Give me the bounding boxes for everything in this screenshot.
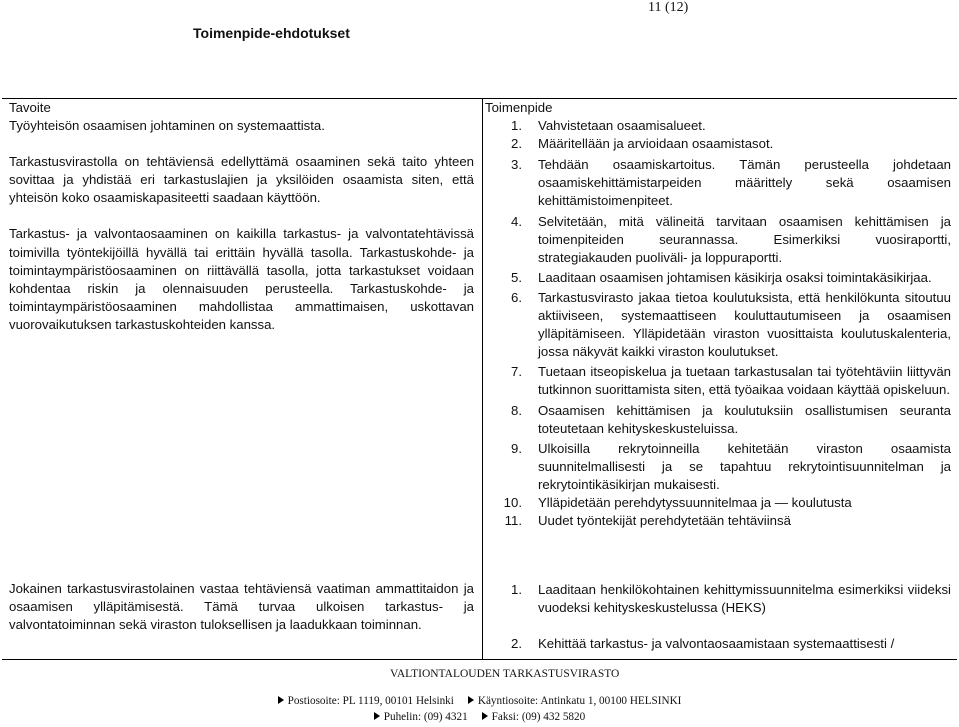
bullet-icon	[278, 696, 284, 704]
action-list	[485, 581, 951, 653]
bullet-icon	[468, 696, 474, 704]
action-item	[485, 135, 951, 153]
action-column	[485, 99, 951, 652]
item-text: Vahvistetaan osaamisalueet.	[538, 118, 706, 134]
action-item	[485, 117, 951, 135]
bullet-icon	[374, 712, 380, 720]
item-text: Tarkastusvirasto jakaa tietoa koulutuksista, että henkilökunta sitoutuu aktiiviseen, systemaattiseen kouluttautumiseen ja osaamisen ylläpitämiseen. Ylläpidetään viraston vuosittaista koulutuskalenteria, jossa näkyvät kaikki viraston koulutukset.	[538, 289, 951, 360]
goal-paragraph: Jokainen tarkastusvirastolainen vastaa tehtäviensä vaatiman ammattitaidon ja osaamisen ylläpitämisestä. Tämä turvaa ulkoisen tarkastus- ja valvontatoiminnan sekä viraston tuloksellisen ja laadukkaan toiminnan.	[9, 581, 474, 633]
item-text: Tehdään osaamiskartoitus. Tämän perusteella johdetaan osaamiskehittämistarpeiden määrittely sekä osaamisen kehittämistoimenpiteet.	[538, 157, 951, 209]
item-number: 2.	[511, 636, 522, 652]
action-item	[485, 402, 951, 438]
item-text: Tuetaan itseopiskelua ja tuetaan tarkastusalan tai työtehtäviin liittyvän tutkinnon suorittamista siten, että työaikaa voidaan käyttää opiskeluun.	[538, 364, 951, 398]
column-divider	[482, 99, 483, 659]
action-header: Toimenpide	[485, 100, 553, 115]
item-number: 2.	[511, 136, 522, 152]
action-item	[485, 440, 951, 494]
footer-address	[0, 695, 959, 707]
action-item	[485, 363, 951, 399]
bullet-icon	[482, 712, 488, 720]
item-text: Selvitetään, mitä välineitä tarvitaan osaamisen kehittämisen ja toimenpiteiden seurannassa. Esimerkiksi vuosiraportti, strategiakauden puoliväli- ja loppuraportti.	[538, 213, 951, 265]
action-item	[485, 213, 951, 267]
action-item	[485, 635, 951, 653]
action-item	[485, 494, 951, 512]
item-number: 6.	[511, 289, 522, 305]
goal-paragraph: Tarkastusvirastolla on tehtäviensä edellyttämä osaaminen sekä taito yhteen sovittaa ja yhdistää eri tarkastuslajien ja yksilöiden osaamista siten, että yhteisön koko osaamiskapasiteetti saadaan käyttöön.	[9, 154, 474, 206]
page-number: 11 (12)	[648, 0, 689, 15]
action-table	[2, 98, 957, 660]
item-text: Uudet työntekijät perehdytetään tehtäviinsä	[538, 513, 791, 529]
goal-header: Tavoite	[9, 100, 51, 115]
action-item	[485, 269, 951, 287]
item-number: 3.	[511, 157, 522, 173]
item-text: Ylläpidetään perehdytyssuunnitelmaa ja — koulutusta	[538, 494, 852, 510]
item-number: 7.	[511, 364, 522, 380]
item-number: 8.	[511, 402, 522, 418]
goal-column	[9, 99, 474, 633]
item-number: 1.	[511, 118, 522, 134]
footer-contact	[0, 711, 959, 723]
action-item	[485, 289, 951, 361]
action-item	[485, 156, 951, 210]
item-text: Ulkoisilla rekrytoinneilla kehitetään viraston osaamista suunnitelmallisesti ja se tapahtuu rekrytointisuunnitelman ja rekrytointikäsikirjan mukaisesti.	[538, 440, 951, 492]
visiting-address: Käyntiosoite: Antinkatu 1, 00100 HELSINKI	[477, 695, 682, 707]
action-list	[485, 117, 951, 530]
phone-number: Puhelin: (09) 4321	[383, 711, 468, 723]
item-text: Laaditaan henkilökohtainen kehittymissuunnitelma esimerkiksi viideksi vuodeksi kehityskeskustelussa (HEKS)	[538, 582, 951, 616]
item-text: Laaditaan osaamisen johtamisen käsikirja osaksi toimintakäsikirjaa.	[538, 269, 932, 285]
item-number: 11.	[504, 513, 522, 529]
goal-paragraph: Tarkastus- ja valvontaosaaminen on kaikilla tarkastus- ja valvontatehtävissä toimivilla työntekijöillä hyvällä tai erittäin hyvällä tasolla. Tarkastuskohde- ja toimintaympäristöosaaminen on riittävällä tasolla, jotta tarkastukset voidaan kohdentaa riskin ja olennaisuuden perusteella. Tarkastuskohde- ja toimintaympäristöosaaminen mahdollistaa ammattimaisen, uskottavan vuorovaikutuksen tarkastuskohteiden kanssa.	[9, 226, 474, 332]
fax-number: Faksi: (09) 432 5820	[491, 711, 586, 723]
item-number: 4.	[511, 213, 522, 229]
item-number: 9.	[511, 440, 522, 456]
postal-address: Postiosoite: PL 1119, 00101 Helsinki	[287, 695, 454, 707]
footer-organization: VALTIONTALOUDEN TARKASTUSVIRASTO	[390, 668, 620, 680]
item-text: Osaamisen kehittämisen ja koulutuksiin osallistumisen seuranta toteutetaan kehityskeskusteluissa.	[538, 402, 951, 436]
action-item	[485, 512, 951, 530]
item-text: Määritellään ja arvioidaan osaamistasot.	[538, 136, 774, 152]
action-item	[485, 581, 951, 617]
page-title: Toimenpide-ehdotukset	[193, 25, 350, 41]
item-number: 10.	[503, 494, 522, 510]
item-number: 5.	[511, 269, 522, 285]
item-text: Kehittää tarkastus- ja valvontaosaamistaan systemaattisesti /	[538, 636, 895, 652]
item-number: 1.	[511, 582, 522, 597]
goal-statement: Työyhteisön osaamisen johtaminen on systemaattista.	[9, 118, 325, 134]
